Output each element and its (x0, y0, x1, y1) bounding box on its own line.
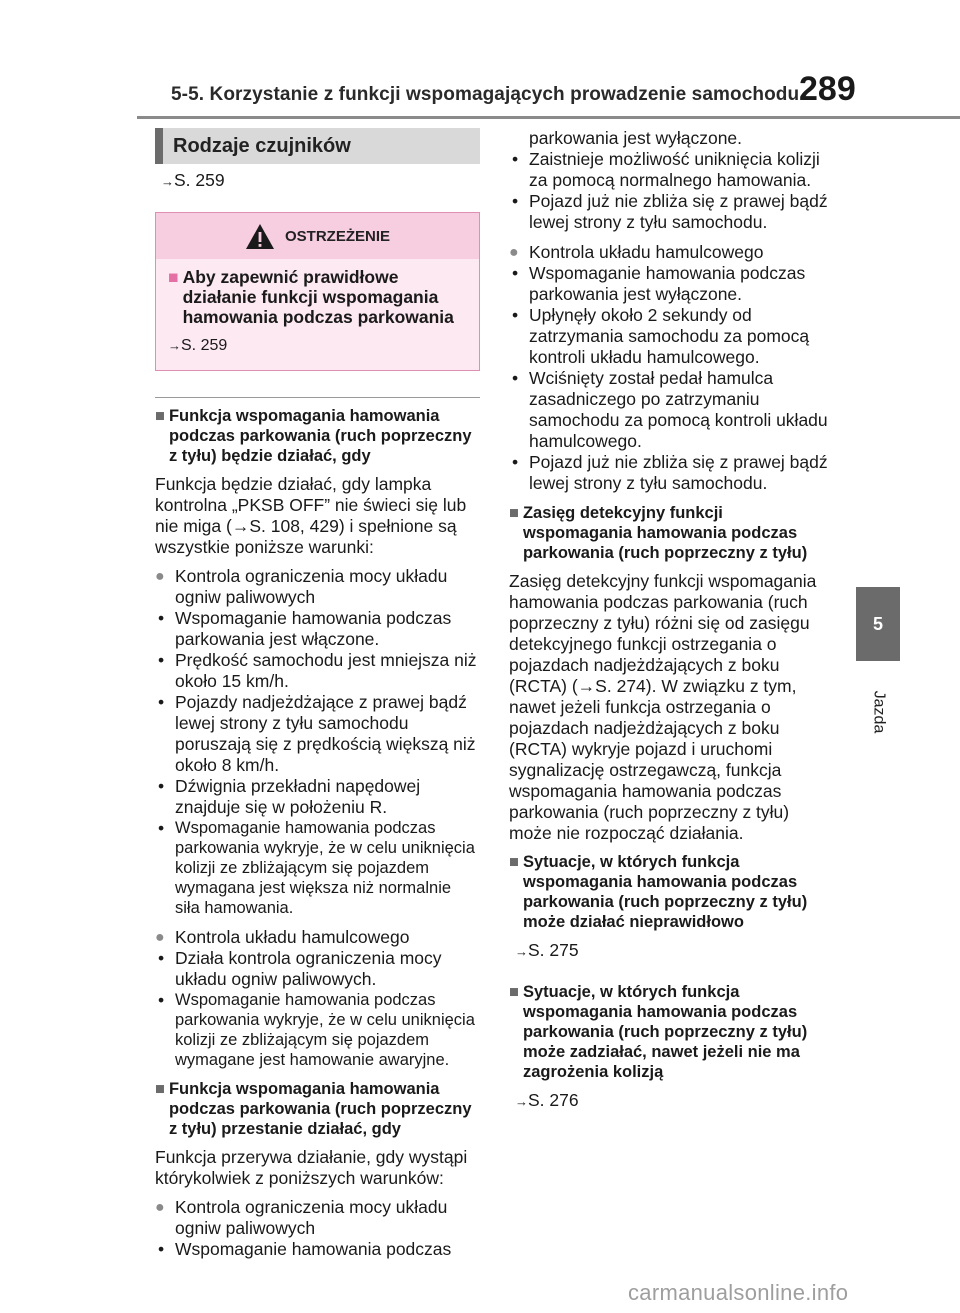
group-title: ● Kontrola ograniczenia mocy układu ogniw paliwowych (155, 1197, 448, 1238)
list-item: • Wspomaganie hamowania podczas parkowania jest włączone. (158, 608, 452, 649)
arrow-right-icon: → (168, 338, 181, 353)
list-item: • Zaistnieje możliwość uniknięcia kolizji za pomocą normalnego hamowania. (512, 149, 820, 190)
section-title: Rodzaje czujników (155, 128, 480, 164)
warning-reference[interactable]: →S. 259 (168, 337, 228, 354)
list-item-continued: parkowania jest wyłączone. (529, 128, 743, 148)
warning-label: OSTRZEŻENIE (284, 227, 390, 245)
list-item: • Prędkość samochodu jest mniejsza niż około 15 km/h. (158, 650, 477, 691)
page-reference[interactable]: →S. 259 (161, 170, 225, 190)
paragraph: Funkcja przerywa działanie, gdy wystąpi którykolwiek z poniższych warunków: (155, 1147, 468, 1188)
square-bullet-icon: ■ (509, 853, 519, 871)
continued-list (509, 128, 834, 233)
warning-box (155, 212, 480, 371)
square-bullet-icon: ■ (509, 504, 519, 522)
chapter-tab[interactable] (856, 587, 900, 661)
warning-header (156, 213, 479, 259)
list-item: • Pojazd już nie zbliża się z prawej bądź lewej strony z tyłu samochodu. (512, 191, 828, 232)
list-item: • Dźwignia przekładni napędowej znajduje się w położeniu R. (158, 776, 421, 817)
arrow-right-icon: → (515, 1094, 528, 1109)
page-reference[interactable]: →S. 275 (515, 940, 579, 960)
block-heading: ■ Funkcja wspomagania hamowania podczas parkowania (ruch poprzeczny z tyłu) przestanie działać, gdy (155, 1080, 472, 1138)
block-heading: ■ Sytuacje, w których funkcja wspomagania hamowania podczas parkowania (ruch poprzeczny z tyłu) może zadziałać, nawet jeżeli nie ma zagrożenia kolizją (509, 983, 808, 1081)
divider (155, 397, 480, 398)
arrow-right-icon: → (161, 174, 174, 189)
chapter-label: Jazda (870, 690, 888, 734)
list-item: • Wspomaganie hamowania podczas (158, 1239, 452, 1259)
block-heading: ■ Zasięg detekcyjny funkcji wspomagania hamowania podczas parkowania (ruch poprzeczny z tyłu) (509, 504, 808, 562)
condition-group (509, 242, 834, 494)
block-heading: ■ Funkcja wspomagania hamowania podczas parkowania (ruch poprzeczny z tyłu) będzie działać, gdy (155, 407, 472, 465)
condition-group (155, 927, 480, 1070)
right-column (509, 128, 834, 1132)
circle-bullet-icon: ● (155, 568, 165, 585)
list-item: • Wciśnięty został pedał hamulca zasadniczego po zatrzymaniu samochodu za pomocą kontroli układu hamulcowego. (512, 368, 828, 451)
group-title: ● Kontrola układu hamulcowego (509, 242, 764, 262)
condition-group (155, 566, 480, 918)
square-bullet-icon: ■ (509, 983, 519, 1001)
list-item: • Pojazd już nie zbliża się z prawej bądź lewej strony z tyłu samochodu. (512, 452, 828, 493)
block-heading: ■ Sytuacje, w których funkcja wspomagania hamowania podczas parkowania (ruch poprzeczny z tyłu) może działać nieprawidłowo (509, 853, 808, 931)
list-item: • Pojazdy nadjeżdżające z prawej bądź lewej strony z tyłu samochodu poruszają się z prędkością większą niż około 8 km/h. (158, 692, 476, 775)
circle-bullet-icon: ● (155, 929, 165, 946)
circle-bullet-icon: ● (155, 1199, 165, 1216)
warning-triangle-icon (245, 223, 275, 250)
group-title: ● Kontrola ograniczenia mocy układu ogniw paliwowych (155, 566, 448, 607)
page-number: 289 (799, 70, 856, 108)
header-divider (137, 116, 960, 119)
arrow-right-icon: → (515, 944, 528, 959)
list-item: • Działa kontrola ograniczenia mocy układu ogniw paliwowych. (158, 948, 442, 989)
list-item: • Wspomaganie hamowania podczas parkowania jest wyłączone. (512, 263, 806, 304)
chapter-number: 5 (872, 613, 883, 634)
circle-bullet-icon: ● (509, 244, 519, 261)
paragraph: Funkcja będzie działać, gdy lampka kontrolna „PKSB OFF” nie świeci się lub nie miga (→S. 108, 429) i spełnione są wszystkie poniższe warunki: (155, 474, 467, 557)
watermark: carmanualsonline.info (628, 1280, 849, 1305)
list-item: • Upłynęły około 2 sekundy od zatrzymania samochodu za pomocą kontroli układu hamulcowego. (512, 305, 810, 367)
square-bullet-icon: ■ (155, 1080, 165, 1098)
group-title: ● Kontrola układu hamulcowego (155, 927, 410, 947)
paragraph: Zasięg detekcyjny funkcji wspomagania hamowania podczas parkowania (ruch poprzeczny z tyłu) różni się od zasięgu detekcyjnego funkcji ostrzegania o pojazdach nadjeżdżających z boku (RCTA) (→S. 274). W związku z tym, nawet jeżeli funkcja ostrzegania o pojazdach nadjeżdżających z boku (RCTA) wykryje pojazd i uruchomi sygnalizację ostrzegawczą, funkcja wspomagania hamowania podczas parkowania (ruch poprzeczny z tyłu) może nie rozpocząć działania. (509, 571, 817, 843)
page-reference[interactable]: →S. 276 (515, 1090, 579, 1110)
square-bullet-icon: ■ (168, 267, 179, 287)
running-header: 5-5. Korzystanie z funkcji wspomagających prowadzenie samochodu (171, 84, 800, 105)
list-item: • Wspomaganie hamowania podczas parkowania wykryje, że w celu uniknięcia kolizji ze zbliżającym się pojazdem wymagana jest większa niż normalnie siła hamowania. (158, 818, 475, 917)
left-column (155, 128, 480, 1260)
warning-heading: ■ Aby zapewnić prawidłowe działanie funkcji wspomagania hamowania podczas parkowania (168, 267, 454, 327)
square-bullet-icon: ■ (155, 407, 165, 425)
list-item: • Wspomaganie hamowania podczas parkowania wykryje, że w celu uniknięcia kolizji ze zbliżającym się pojazdem wymagane jest hamowanie awaryjne. (158, 990, 475, 1069)
